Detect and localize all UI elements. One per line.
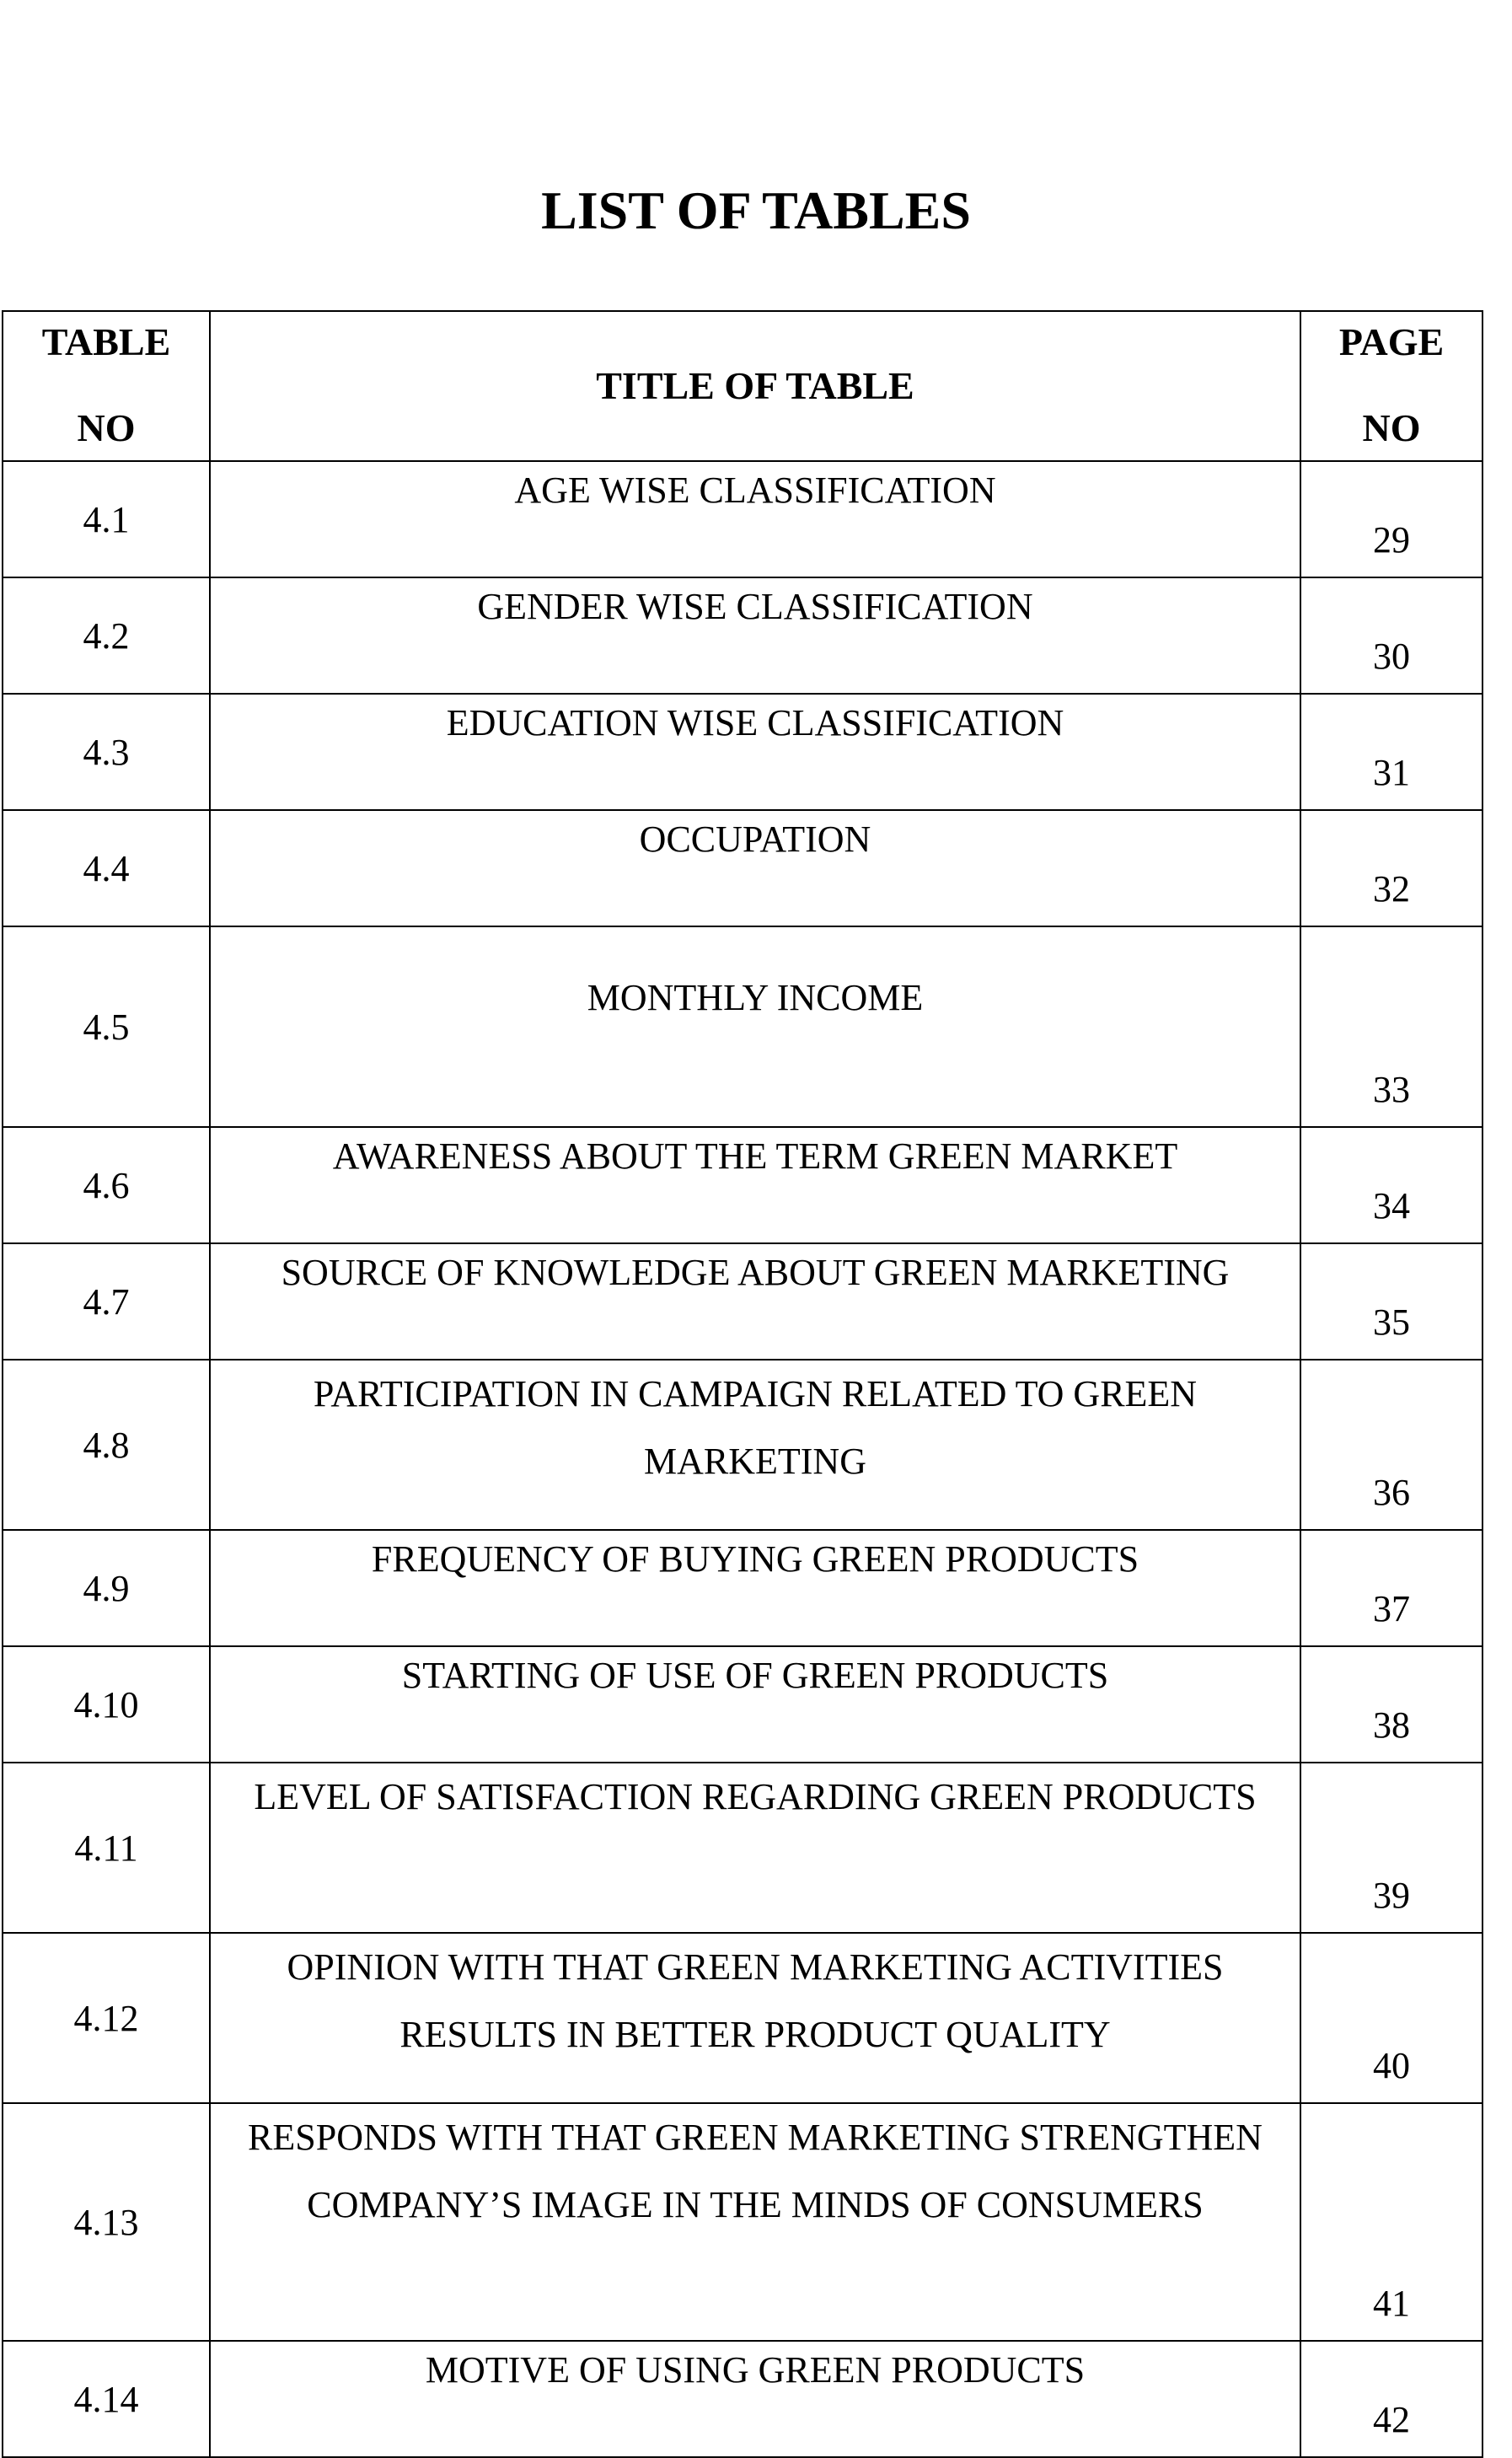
header-title-of-table-label: TITLE OF TABLE	[596, 364, 914, 407]
table-row	[3, 1763, 1483, 1933]
table-number: 4.5	[83, 1006, 130, 1048]
page-number: 29	[1373, 519, 1410, 561]
table-number: 4.14	[73, 2378, 139, 2420]
list-of-tables	[2, 310, 1483, 2458]
table-title: RESPONDS WITH THAT GREEN MARKETING STRENGTHEN COMPANY’S IMAGE IN THE MINDS OF CONSUMERS	[248, 2117, 1263, 2225]
table-title: AWARENESS ABOUT THE TERM GREEN MARKET	[332, 1135, 1178, 1177]
header-page-no-line1: PAGE	[1338, 320, 1445, 363]
table-title: SOURCE OF KNOWLEDGE ABOUT GREEN MARKETING	[281, 1252, 1230, 1293]
page-number: 33	[1373, 1069, 1410, 1110]
page-number: 30	[1373, 636, 1410, 677]
table-row	[3, 1530, 1483, 1646]
table-title: GENDER WISE CLASSIFICATION	[477, 586, 1033, 627]
table-number: 4.1	[83, 498, 130, 540]
table-number: 4.3	[83, 731, 130, 773]
table-title: PARTICIPATION IN CAMPAIGN RELATED TO GREEN MARKETING	[313, 1373, 1198, 1482]
header-table-no	[3, 311, 210, 461]
header-table-no-line1: TABLE	[41, 320, 171, 363]
page-number: 40	[1373, 2045, 1410, 2086]
table-row	[3, 1360, 1483, 1530]
table-title: LEVEL OF SATISFACTION REGARDING GREEN PRODUCTS	[254, 1776, 1257, 1817]
table-number: 4.7	[83, 1280, 130, 1323]
page-number: 42	[1373, 2399, 1410, 2440]
table-row	[3, 1646, 1483, 1763]
page-number: 37	[1373, 1588, 1410, 1629]
table-title: OPINION WITH THAT GREEN MARKETING ACTIVITIES RESULTS IN BETTER PRODUCT QUALITY	[287, 1946, 1224, 2055]
page-number: 38	[1373, 1704, 1410, 1746]
page-title: LIST OF TABLES	[541, 180, 971, 240]
table-number: 4.8	[83, 1424, 130, 1466]
table-row	[3, 926, 1483, 1127]
table-number: 4.9	[83, 1567, 130, 1609]
table-title: STARTING OF USE OF GREEN PRODUCTS	[401, 1655, 1109, 1696]
table-header-row	[3, 311, 1483, 461]
table-row	[3, 2341, 1483, 2457]
table-title: FREQUENCY OF BUYING GREEN PRODUCTS	[371, 1538, 1139, 1580]
page-number: 34	[1373, 1185, 1410, 1226]
table-row	[3, 2103, 1483, 2341]
header-table-no-line2: NO	[77, 406, 136, 449]
page-number: 41	[1373, 2283, 1410, 2324]
table-number: 4.4	[83, 847, 130, 889]
page-number: 32	[1373, 868, 1410, 910]
table-number: 4.6	[83, 1164, 130, 1206]
table-row	[3, 1127, 1483, 1243]
table-title: MONTHLY INCOME	[587, 977, 924, 1018]
header-title-of-table	[210, 311, 1300, 461]
table-title: OCCUPATION	[639, 818, 871, 860]
table-body	[3, 461, 1483, 2457]
table-row	[3, 577, 1483, 694]
table-number: 4.11	[74, 1827, 138, 1869]
table-number: 4.12	[73, 1997, 139, 2039]
header-page-no	[1300, 311, 1483, 461]
header-page-no-line2: NO	[1362, 406, 1421, 449]
page-number: 35	[1373, 1301, 1410, 1343]
table-title: AGE WISE CLASSIFICATION	[514, 470, 996, 511]
table-row	[3, 1243, 1483, 1360]
table-row	[3, 810, 1483, 926]
table-number: 4.2	[83, 614, 130, 657]
table-title: MOTIVE OF USING GREEN PRODUCTS	[425, 2349, 1086, 2391]
table-number: 4.10	[73, 1683, 139, 1725]
table-row	[3, 694, 1483, 810]
page-number: 36	[1373, 1472, 1410, 1513]
page-number: 39	[1373, 1875, 1410, 1916]
page-number: 31	[1373, 752, 1410, 793]
table-row	[3, 1933, 1483, 2103]
table-row	[3, 461, 1483, 577]
table-title: EDUCATION WISE CLASSIFICATION	[446, 702, 1064, 743]
table-number: 4.13	[73, 2201, 139, 2243]
